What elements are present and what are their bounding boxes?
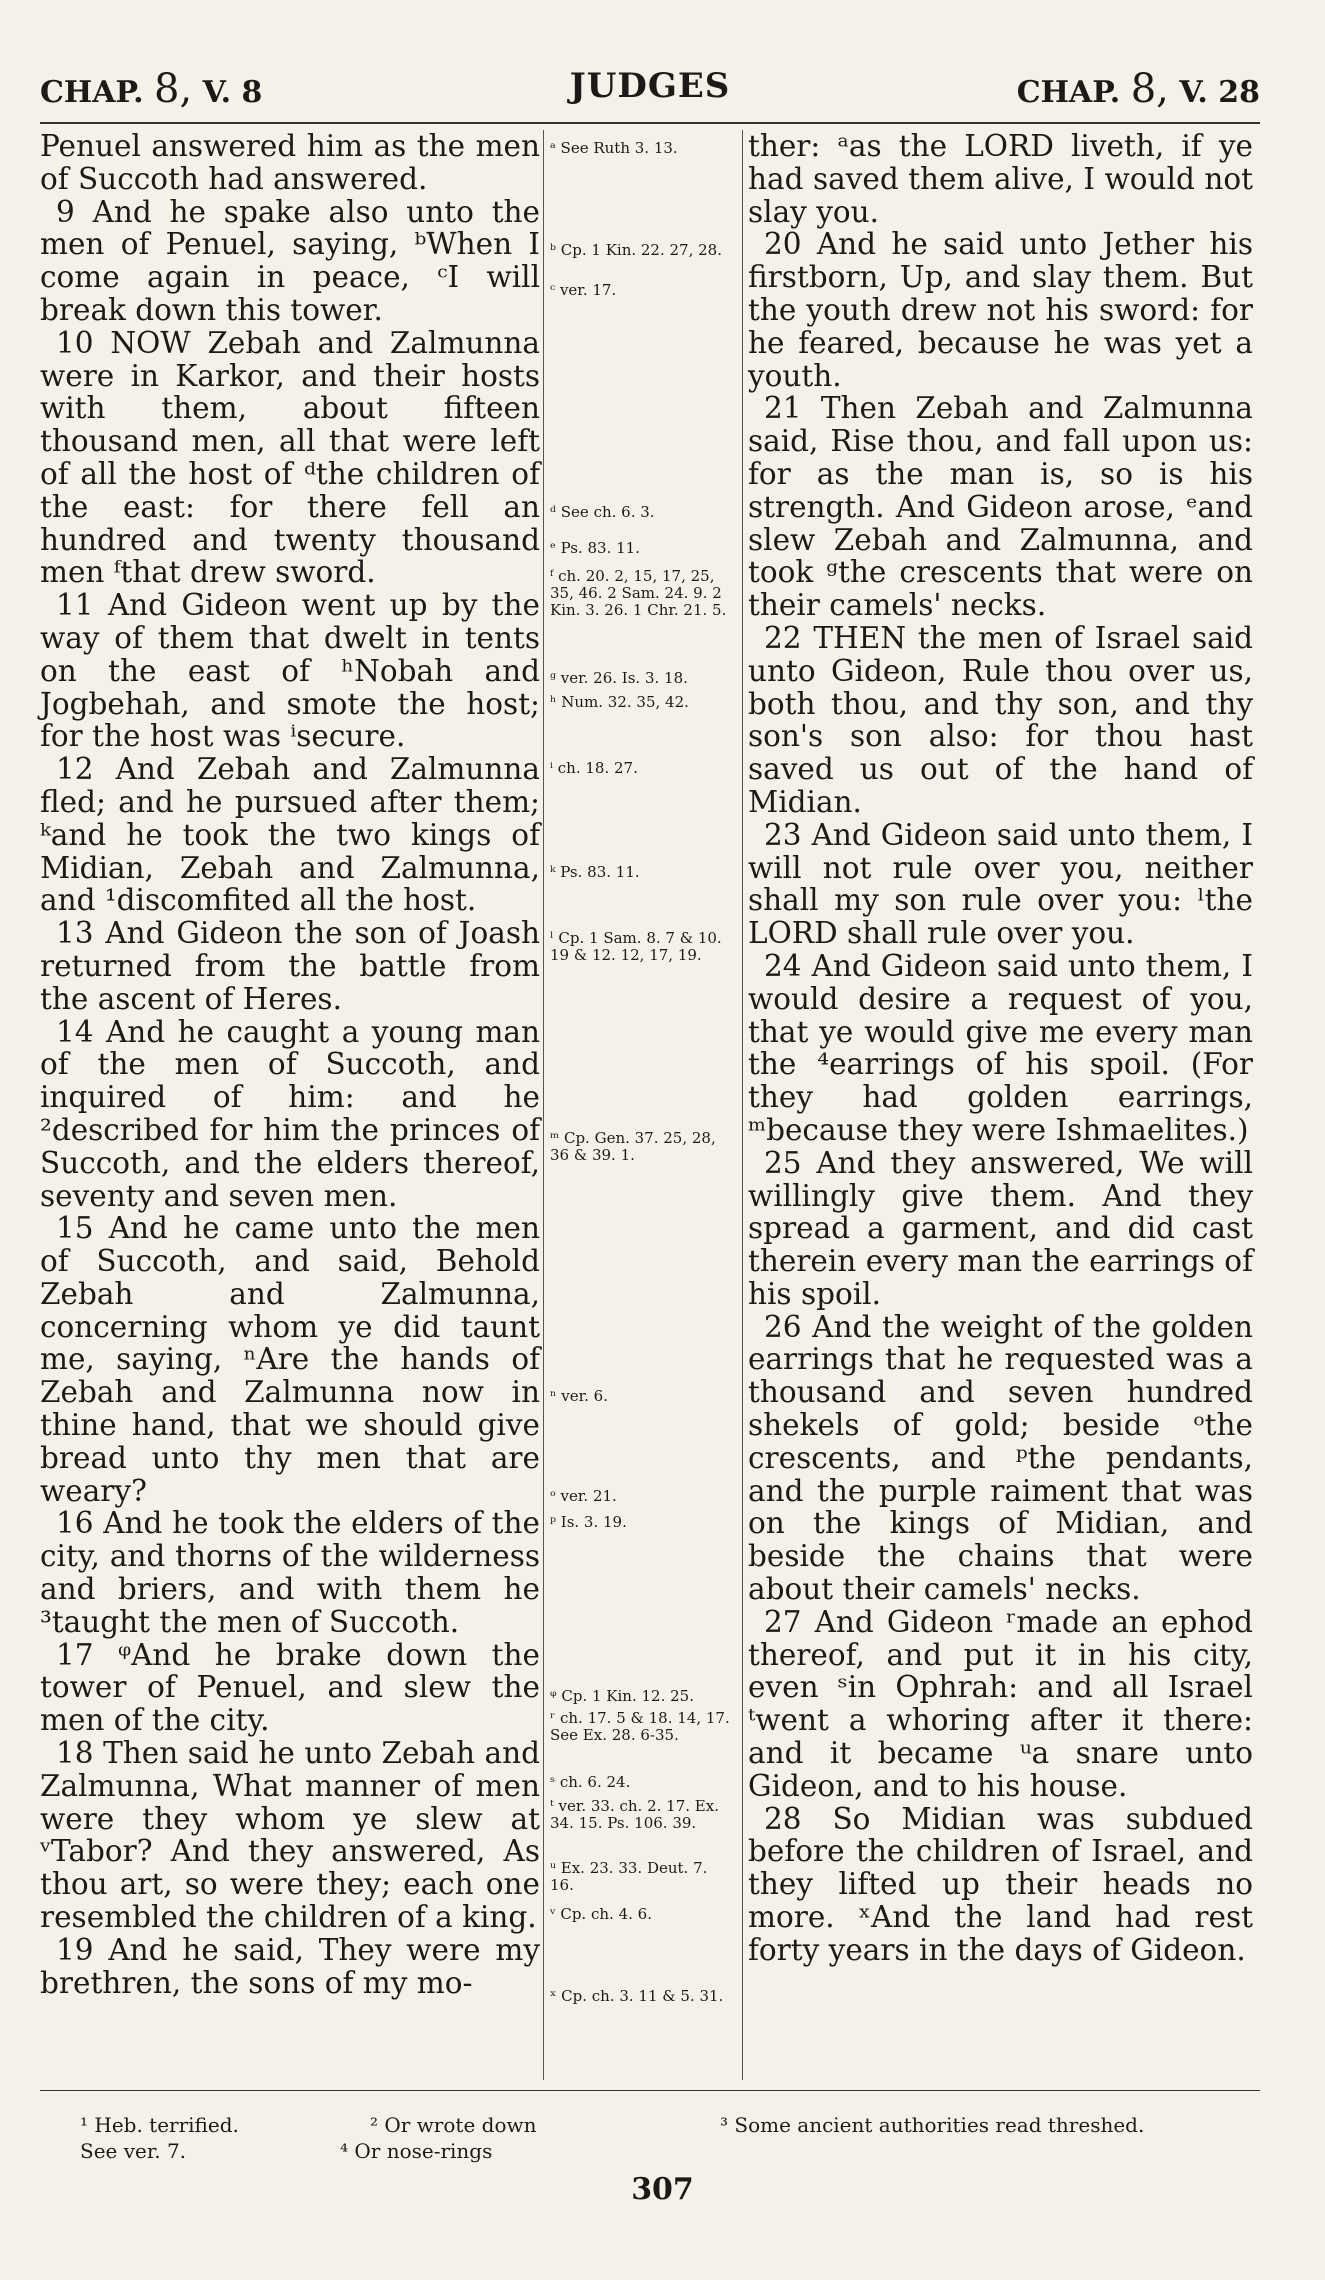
verse-paragraph: ther: ᵃas the LORD liveth, if ye had saved them alive, I would not slay you. (748, 129, 1253, 229)
verse-paragraph: 26 And the weight of the golden earrings that he requested was a thousand and seven hundred shekels of gold; beside ᵒthe crescents, and ᵖthe pendants, and the purple raiment that was on the kings of Midian, and beside the chains that were about their camels' necks. (748, 1309, 1253, 1607)
margin-ref: ᵍ ver. 26. Is. 3. 18. (550, 669, 688, 687)
verse-paragraph: 25 And they answered, We will willingly give them. And they spread a garment, and did cast therein every man the earrings of his spoil. (748, 1145, 1253, 1311)
margin-ref: ᵗ ver. 33. ch. 2. 17. Ex. 34. 15. Ps. 106. 39. (550, 1797, 719, 1832)
margin-ref: ᵈ See ch. 6. 3. (550, 503, 655, 521)
margin-ref: ᶠ ch. 20. 2, 15, 17, 25, 35, 46. 2 Sam. 24. 9. 2 Kin. 3. 26. 1 Chr. 21. 5. (550, 567, 727, 619)
verse-paragraph: 17 ᵠAnd he brake down the tower of Penuel, and slew the men of the city. (40, 1637, 540, 1738)
verse-paragraph: 18 Then said he unto Zebah and Zalmunna, What manner of men were they whom ye slew at ᵛTabor? And they answered, As thou art, so were they; each one resembled the children of a king. (40, 1736, 540, 1935)
verse-paragraph: 21 Then Zebah and Zalmunna said, Rise thou, and fall upon us: for as the man is, so is his strength. And Gideon arose, ᵉand slew Zebah and Zalmunna, and took ᵍthe crescents that were on their camels' necks. (748, 391, 1253, 623)
margin-ref: ᵃ See Ruth 3. 13. (550, 139, 678, 157)
verse-paragraph: 11 And Gideon went up by the way of them that dwelt in tents on the east of ʰNobah and Jogbehah, and smote the host; for the host was ⁱsecure. (40, 588, 540, 754)
margin-ref: ᵏ Ps. 83. 11. (550, 863, 640, 881)
margin-ref: ᶜ ver. 17. (550, 281, 617, 299)
margin-ref: ʰ Num. 32. 35, 42. (550, 693, 689, 711)
verse-paragraph: 19 And he said, They were my brethren, the sons of my mo- (40, 1932, 540, 2000)
footnote: ⁴ Or nose-rings (340, 2139, 493, 2163)
page-number: 307 (631, 2172, 694, 2207)
margin-ref: ˢ ch. 6. 24. (550, 1773, 631, 1791)
footnote: ² Or wrote down (370, 2113, 537, 2137)
margin-ref: ˡ Cp. 1 Sam. 8. 7 & 10. 19 & 12. 12, 17, 19. (550, 929, 722, 964)
margin-ref: ⁿ ver. 6. (550, 1387, 608, 1405)
margin-ref: ᵉ Ps. 83. 11. (550, 539, 640, 557)
verse-paragraph: 28 So Midian was subdued before the children of Israel, and they lifted up their heads no more. ˣAnd the land had rest forty years in the days of Gideon. (748, 1801, 1253, 1967)
right-text-column (748, 130, 1253, 1967)
margin-ref: ᵘ Ex. 23. 33. Deut. 7. 16. (550, 1859, 708, 1894)
verse-paragraph: 12 And Zebah and Zalmunna fled; and he pursued after them; ᵏand he took the two kings of Midian, Zebah and Zalmunna, and ¹discomfited all the host. (40, 752, 540, 918)
verse-paragraph: Penuel answered him as the men of Succoth had answered. (40, 129, 540, 196)
header-right-verse: V. 28 (1179, 75, 1260, 110)
margin-ref: ᵇ Cp. 1 Kin. 22. 27, 28. (550, 241, 722, 259)
header-left-label: CHAP. (40, 75, 144, 110)
verse-paragraph: 23 And Gideon said unto them, I will not rule over you, neither shall my son rule over you: ˡthe LORD shall rule over you. (748, 817, 1253, 951)
footnote-rule (40, 2090, 1260, 2091)
left-text-column (40, 130, 540, 1999)
header-right-label: CHAP. (1016, 75, 1121, 110)
verse-paragraph: 22 THEN the men of Israel said unto Gideon, Rule thou over us, both thou, and thy son, and thy son's son also: for thou hast saved us out of the hand of Midian. (748, 620, 1253, 819)
header-right-chapter: 8, (1130, 66, 1169, 112)
header-left-verse: V. 8 (202, 75, 263, 110)
header-left-chapter: 8, (154, 66, 193, 112)
verse-paragraph: 13 And Gideon the son of Joash returned from the battle from the ascent of Heres. (40, 916, 540, 1016)
header-rule (40, 122, 1260, 124)
margin-ref: ⁱ ch. 18. 27. (550, 759, 638, 777)
margin-ref: ˣ Cp. ch. 3. 11 & 5. 31. (550, 1987, 724, 2005)
header-right-reference (1017, 66, 1260, 112)
verse-paragraph: 27 And Gideon ʳmade an ephod thereof, and put it in his city, even ˢin Ophrah: and all Israel ᵗwent a whoring after it there: and it became ᵘa snare unto Gideon, and to his house. (748, 1604, 1253, 1803)
verse-paragraph: 15 And he came unto the men of Succoth, and said, Behold Zebah and Zalmunna, concerning whom ye did taunt me, saying, ⁿAre the hands of Zebah and Zalmunna now in thine hand, that we should give bread unto thy men that are weary? (40, 1211, 540, 1508)
footnote: See ver. 7. (80, 2139, 187, 2163)
verse-paragraph: 10 NOW Zebah and Zalmunna were in Karkor, and their hosts with them, about fifteen thousand men, all that were left of all the host of ᵈthe children of the east: for there fell an hundred and twenty thousand men ᶠthat drew sword. (40, 325, 540, 590)
footnote: ³ Some ancient authorities read threshed. (720, 2113, 1145, 2137)
book-title: JUDGES (569, 66, 731, 106)
page-header (40, 66, 1260, 116)
margin-ref: ᵛ Cp. ch. 4. 6. (550, 1905, 652, 1923)
margin-ref: ʳ ch. 17. 5 & 18. 14, 17. See Ex. 28. 6-35. (550, 1709, 730, 1744)
column-divider-right (742, 130, 743, 2080)
verse-paragraph: 24 And Gideon said unto them, I would desire a request of you, that ye would give me every man the ⁴earrings of his spoil. (For they had golden earrings, ᵐbecause they were Ishmaelites.) (748, 948, 1253, 1147)
margin-ref: ᵐ Cp. Gen. 37. 25, 28, 36 & 39. 1. (550, 1129, 716, 1164)
margin-ref: ᵒ ver. 21. (550, 1487, 617, 1505)
margin-ref: ᵖ Is. 3. 19. (550, 1513, 627, 1531)
verse-paragraph: 14 And he caught a young man of the men of Succoth, and inquired of him: and he ²described for him the princes of Succoth, and the elders thereof, seventy and seven men. (40, 1014, 540, 1213)
footnote: ¹ Heb. terrified. (80, 2113, 239, 2137)
column-divider-left (543, 130, 544, 2080)
margin-ref: ᵠ Cp. 1 Kin. 12. 25. (550, 1687, 694, 1705)
verse-paragraph: 9 And he spake also unto the men of Penuel, saying, ᵇWhen I come again in peace, ᶜI will break down this tower. (40, 194, 540, 327)
verse-paragraph: 20 And he said unto Jether his firstborn, Up, and slay them. But the youth drew not his sword: for he feared, because he was yet a youth. (748, 227, 1253, 393)
verse-paragraph: 16 And he took the elders of the city, and thorns of the wilderness and briers, and with them he ³taught the men of Succoth. (40, 1506, 540, 1639)
